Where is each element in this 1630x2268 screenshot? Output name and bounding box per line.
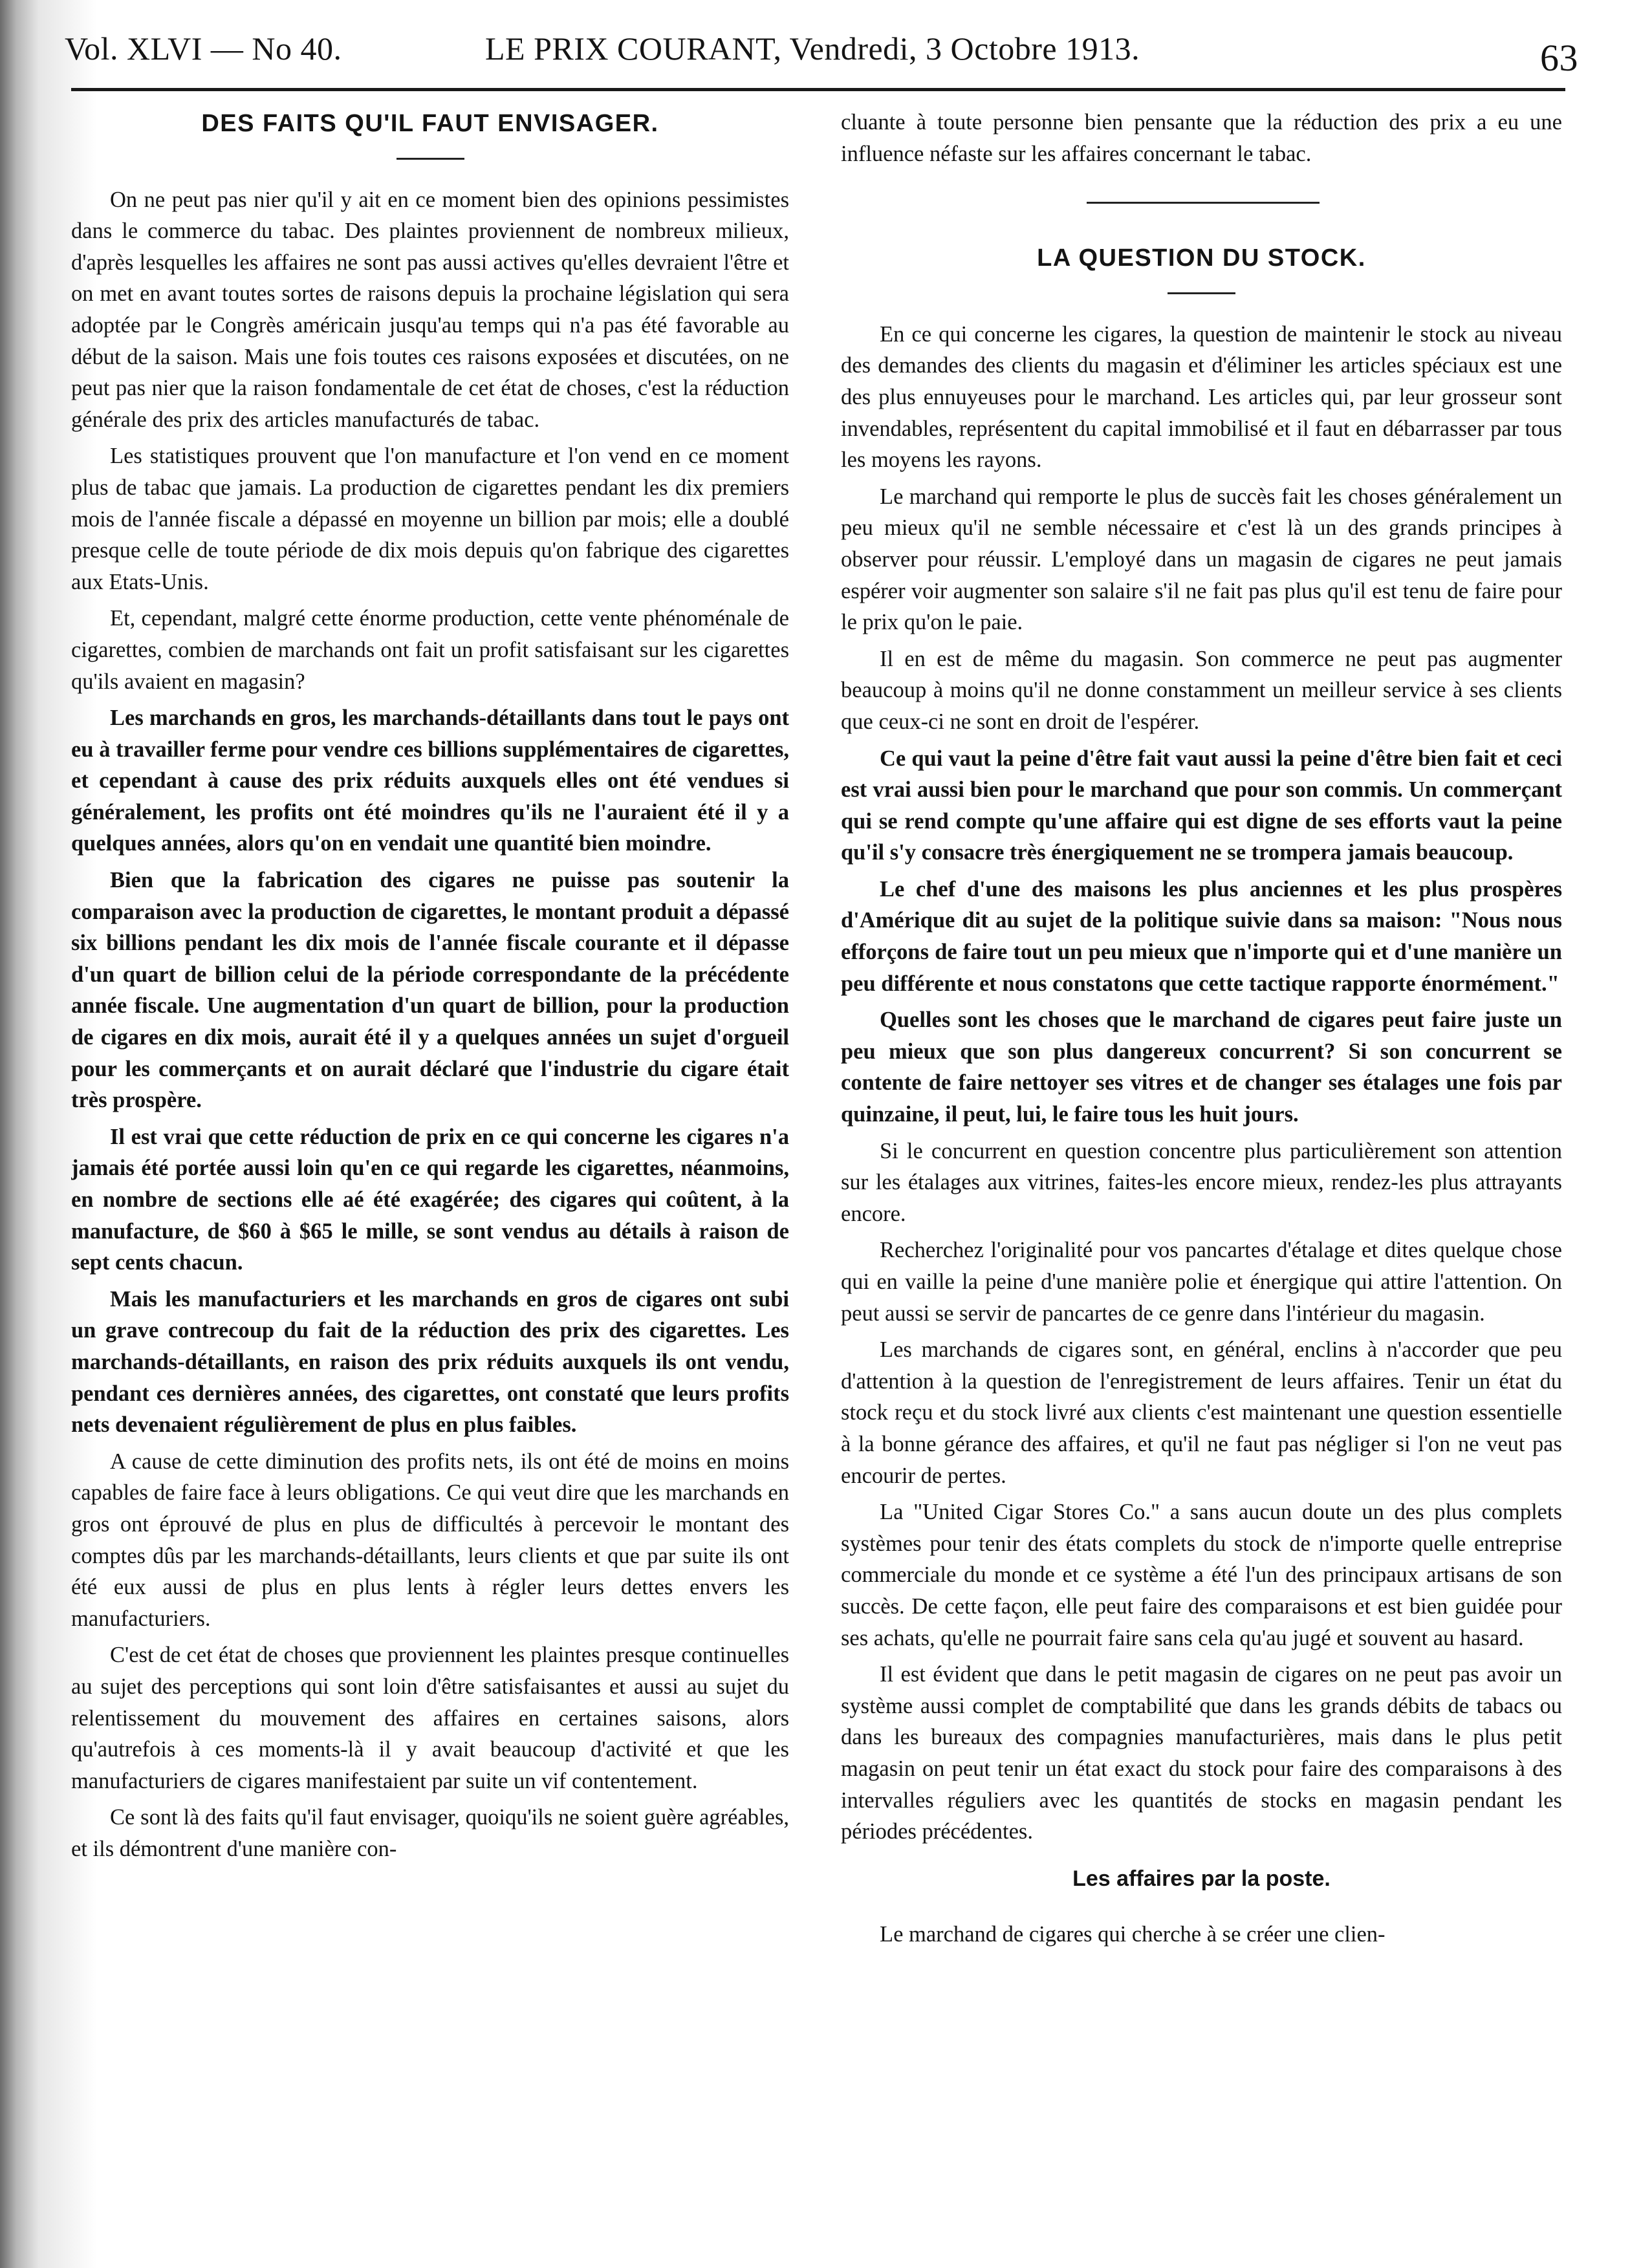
article-separator xyxy=(1087,202,1320,204)
article-title: DES FAITS QU'IL FAUT ENVISAGER. xyxy=(201,110,659,137)
paragraph: Les marchands de cigares sont, en général, enclins à n'accorder que peu d'attention à la question de l'enregistrement de leurs affaires. Tenir un état du stock reçu et du stock livré aux clients c'est maintenant une question essentielle à la bonne gérance des affaires, et qu'il ne faut pas négliger si l'on ne veut pas encourir de pertes. xyxy=(841,1337,1562,1488)
paragraph: Les statistiques prouvent que l'on manufacture et l'on vend en ce moment plus de tabac que jamais. La production de cigarettes pendant les dix premiers mois de l'année fiscale a dépassé en moyenne un billion par mois; elle a doublé presque celle de toute période de dix mois depuis qu'on fabrique des cigarettes aux Etats-Unis. xyxy=(71,444,789,594)
paragraph: C'est de cet état de choses que proviennent les plaintes presque continuelles au sujet des perceptions qui sont loin d'être satisfaisantes et aussi au sujet du relentissement du mouvement des affaires en certaines saisons, alors qu'autrefois à ces moments-là il y avait beaucoup d'activité et que les manufacturiers de cigares manifestaient par suite un vif contentement. xyxy=(71,1643,789,1793)
paragraph: Il en est de même du magasin. Son commerce ne peut pas augmenter beaucoup à moins qu'il ne donne constamment un meilleur service à ses clients que ceux-ci ne sont en droit de l'espérer. xyxy=(841,646,1562,734)
paragraph: Ce qui vaut la peine d'être fait vaut aussi la peine d'être bien fait et ceci est vrai aussi bien pour le marchand que pour son commis. Un commerçant qui se rend compte qu'une affaire qui est digne de ses efforts vaut la peine qu'il s'y consacre très énergiquement ne se trompera jamais beaucoup. xyxy=(841,746,1562,865)
paragraph: Et, cependant, malgré cette énorme production, cette vente phénoménale de cigarettes, combien de marchands ont fait un profit satisfaisant sur les cigarettes qu'ils avaient en magasin? xyxy=(71,606,789,694)
continued-paragraph: cluante à toute personne bien pensante que la réduction des prix a eu une influence néfaste sur les affaires concernant le tabac. xyxy=(841,110,1562,166)
publication-title: LE PRIX COURANT, Vendredi, 3 Octobre 1913. xyxy=(485,30,1140,67)
title-rule xyxy=(397,158,464,160)
paragraph: Il est évident que dans le petit magasin de cigares on ne peut pas avoir un système aussi complet de comptabilité que dans les grands débits de tabacs ou dans les bureaux des compagnies manufacturières, mais dans le plus petit magasin on peut tenir un état exact du stock pour faire des comparaisons à des intervalles réguliers avec les quantités de stocks en magasin pendant les périodes précédentes. xyxy=(841,1662,1562,1844)
paragraph: La "United Cigar Stores Co." a sans aucun doute un des plus complets systèmes pour tenir des états complets du stock de n'importe quelle entreprise commerciale du monde et ce système a été l'un des principaux artisans de son succès. De cette façon, elle peut faire des comparaisons et est bien guidée pour ses achats, qu'elle ne pourrait faire sans cela qu'au jugé et souvent au hasard. xyxy=(841,1500,1562,1650)
right-column xyxy=(841,107,1562,2249)
paragraph: Recherchez l'originalité pour vos pancartes d'étalage et dites quelque chose qui en vaille la peine d'une manière polie et énergique qui attire l'attention. On peut aussi se servir de pancartes de ce genre dans l'intérieur du magasin. xyxy=(841,1238,1562,1326)
section-title: LA QUESTION DU STOCK. xyxy=(1037,244,1366,272)
left-column xyxy=(71,107,789,2249)
title-rule xyxy=(1168,292,1235,294)
paragraph: Le marchand qui remporte le plus de succès fait les choses généralement un peu mieux qu'il ne semble nécessaire et c'est là un des grands principes à observer pour réussir. L'employé dans un magasin de cigares ne peut jamais espérer voir augmenter son salaire s'il ne fait pas plus qu'il est tenu de faire pour le prix qu'on le paie. xyxy=(841,484,1562,635)
paragraph: On ne peut pas nier qu'il y ait en ce moment bien des opinions pessimistes dans le commerce du tabac. Des plaintes proviennent de nombreux milieux, d'après lesquelles les affaires ne sont pas aussi actives qu'elles devraient l'être et on met en avant toutes sortes de raisons depuis la prochaine législation qui sera adoptée par le Congrès américain jusqu'au temps qui n'a pas été favorable au début de la saison. Mais une fois toutes ces raisons exposées et discutées, on ne peut pas nier que la raison fondamentale de cet état de choses, c'est la réduction générale des prix des articles manufacturés de tabac. xyxy=(71,187,789,432)
paragraph: En ce qui concerne les cigares, la question de maintenir le stock au niveau des demandes des clients du magasin et d'éliminer les articles spéciaux est une des plus ennuyeuses pour le marchand. Les articles qui, par leur grosseur sont invendables, représentent du capital immobilisé et il faut en débarrasser par tous les moyens les rayons. xyxy=(841,321,1562,473)
paragraph: Le marchand de cigares qui cherche à se créer une clien- xyxy=(880,1922,1386,1947)
paragraph: Le chef d'une des maisons les plus anciennes et les plus prospères d'Amérique dit au sujet de la politique suivie dans sa maison: "Nous nous efforçons de faire tout un peu mieux que n'importe qui et d'une manière un peu différente et nous constatons que cette tactique rapporte énormément." xyxy=(841,876,1562,996)
page-header xyxy=(65,25,1591,96)
paragraph: Mais les manufacturiers et les marchands en gros de cigares ont subi un grave contrecoup du fait de la réduction des prix des cigarettes. Les marchands-détaillants, en raison des prix réduits auxquels ils ont vendu, pendant ces dernières années, des cigarettes, ont constaté que leurs profits nets devenaient régulièrement de plus en plus faibles. xyxy=(71,1286,789,1438)
paragraph: Si le concurrent en question concentre plus particulièrement son attention sur les étalages aux vitrines, faites-les encore mieux, rendez-les plus attrayants encore. xyxy=(841,1138,1562,1226)
volume-label: Vol. XLVI — No 40. xyxy=(65,30,342,67)
header-rule xyxy=(71,88,1565,91)
page-number: 63 xyxy=(1540,37,1578,79)
paragraph: Ce sont là des faits qu'il faut envisager, quoiqu'ils ne soient guère agréables, et ils démontrent d'une manière con- xyxy=(71,1805,789,1861)
paragraph: Il est vrai que cette réduction de prix en ce qui concerne les cigares n'a jamais été portée aussi loin qu'en ce qui regarde les cigarettes, néanmoins, en nombre de sections elle aé été exagérée; des cigares qui coûtent, à la manufacture, de $60 à $65 le mille, se sont vendus au détails à raison de sept cents chacun. xyxy=(71,1124,789,1275)
paragraph: Bien que la fabrication des cigares ne puisse pas soutenir la comparaison avec la production de cigarettes, le montant produit a dépassé six billions pendant les dix mois de l'année fiscale courante et il dépasse d'un quart de billion celui de la période correspondante de la précédente année fiscale. Une augmentation d'un quart de billion, pour la production de cigares en dix mois, aurait été il y a quelques années un sujet d'orgueil pour les commerçants et on aurait déclaré que l'industrie du cigare était très prospère. xyxy=(71,868,789,1113)
paragraph: Les marchands en gros, les marchands-détaillants dans tout le pays ont eu à travailler ferme pour vendre ces billions supplémentaires de cigarettes, et cependant à cause des prix réduits auxquels elles ont été vendues si généralement, les profits ont été moindres qu'ils ne l'auraient été il y a quelques années, alors qu'on en vendait une quantité bien moindre. xyxy=(71,706,789,856)
subheading: Les affaires par la poste. xyxy=(1072,1866,1331,1891)
paragraph: A cause de cette diminution des profits nets, ils ont été de moins en moins capables de faire face à leurs obligations. Ce qui veut dire que les marchands en gros ont éprouvé de plus en plus de difficultés à percevoir le montant des comptes dûs par les marchands-détaillants, leurs clients et que par suite ils ont été eux aussi de plus en plus lents à régler leurs dettes envers les manufacturiers. xyxy=(71,1449,789,1631)
paragraph: Quelles sont les choses que le marchand de cigares peut faire juste un peu mieux que son plus dangereux concurrent? Si son concurrent se contente de faire nettoyer ses vitres et de changer ses étalages une fois par quinzaine, il peut, lui, le faire tous les huit jours. xyxy=(841,1008,1562,1127)
